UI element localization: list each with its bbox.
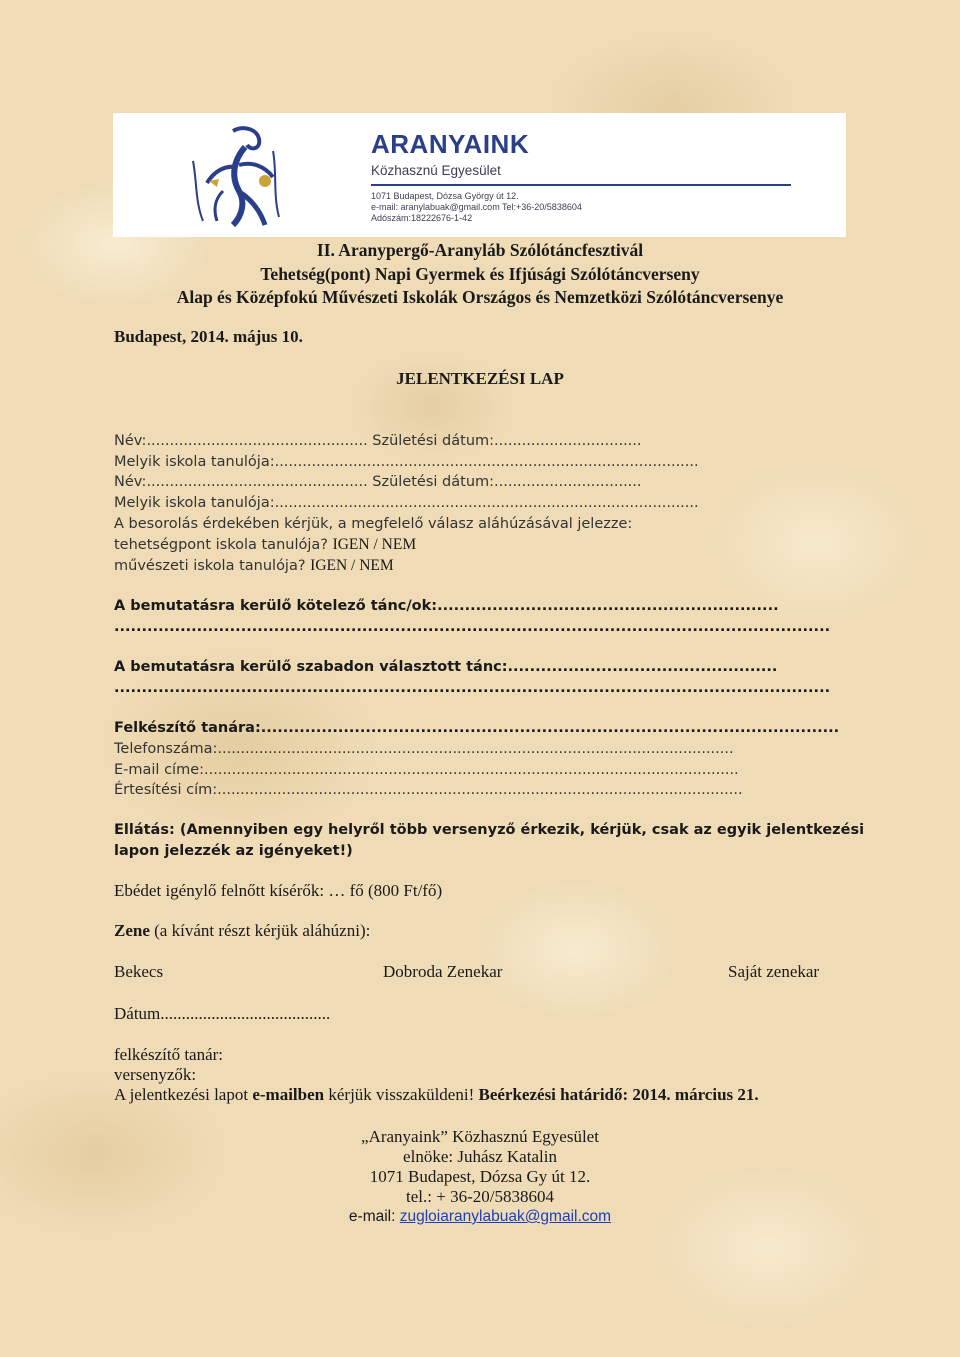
mandatory-dance-field[interactable]: A bemutatásra kerülő kötelező tánc/ok:.............................................................. [114,598,779,614]
header-logo-banner [113,113,846,237]
art-school-options[interactable]: IGEN / NEM [310,557,394,574]
org-contact: e-mail: aranylabuak@gmail.com Tel:+36-20/5838604 [371,202,582,212]
music-option-dobroda[interactable]: Dobroda Zenekar [383,962,503,981]
submission-note-part3: kérjük visszaküldeni! [324,1085,479,1104]
title-line-1: II. Aranypergő-Aranyláb Szólótáncfesztivál [316,240,644,260]
school-field-1[interactable]: Melyik iskola tanulója:............................................................................................ [114,454,699,470]
name-field-1[interactable]: Név:................................................ Születési dátum:................................ [114,433,642,449]
music-note: (a kívánt részt kérjük aláhúzni): [149,921,371,940]
notification-address-field[interactable]: Értesítési cím:.................................................................................................................. [114,782,743,798]
date-field[interactable]: Dátum........................................ [114,1004,331,1023]
music-label: Zene [114,921,150,940]
submission-note-email: e-mailben [252,1085,325,1104]
signature-chair: elnöke: Juhász Katalin [403,1147,557,1166]
signature-phone: tel.: + 36-20/5838604 [406,1187,554,1206]
music-heading [114,921,370,941]
teacher-signature-label: felkészítő tanár: [114,1045,224,1064]
signature-address: 1071 Budapest, Dózsa Gy út 12. [369,1167,591,1186]
form-title: JELENTKEZÉSI LAP [396,369,564,388]
dancer-figure-icon [173,121,303,231]
submission-note [114,1085,759,1105]
email-field[interactable]: E-mail címe:.................................................................................................................... [114,762,739,778]
music-option-own-band[interactable]: Saját zenekar [728,962,820,981]
title-line-3: Alap és Középfokú Művészeti Iskolák Országos és Nemzetközi Szólótáncversenye [176,287,784,307]
logo-divider [371,184,791,186]
free-dance-field[interactable]: A bemutatásra kerülő szabadon választott tánc:................................................. [114,659,778,675]
phone-field[interactable]: Telefonszáma:................................................................................................................ [114,741,734,757]
contestants-signature-label: versenyzők: [114,1065,197,1084]
classification-note: A besorolás érdekében kérjük, a megfelelő válasz aláhúzásával jelezze: [114,516,633,532]
submission-deadline: Beérkezési határidő: 2014. március 21. [478,1085,759,1104]
music-option-bekecs[interactable]: Bekecs [114,962,164,981]
signature-email-link[interactable]: zugloiaranylabuak@gmail.com [399,1208,612,1225]
talent-point-options[interactable]: IGEN / NEM [332,536,417,553]
location-date: Budapest, 2014. május 10. [114,327,303,346]
art-school-question [114,557,394,575]
lunch-request[interactable]: Ebédet igénylő felnőtt kísérők: … fő (800 Ft/fő) [114,881,443,900]
mandatory-dance-continuation[interactable]: .................................................................................................................................. [114,619,831,635]
art-school-label: művészeti iskola tanulója? [114,558,306,574]
title-line-2: Tehetség(pont) Napi Gyermek és Ifjúsági Szólótáncverseny [260,264,700,284]
org-address: 1071 Budapest, Dózsa György út 12. [371,191,519,201]
talent-point-label: tehetségpont iskola tanulója? [114,537,328,553]
free-dance-continuation[interactable]: .................................................................................................................................. [114,680,831,696]
catering-note-line-1: Ellátás: (Amennyiben egy helyről több versenyző érkezik, kérjük, csak az egyik jelentkezési [114,822,865,838]
signature-org: „Aranyaink” Közhasznú Egyesület [361,1127,599,1146]
teacher-field[interactable]: Felkészítő tanára:......................................................................................................... [114,720,840,736]
catering-note-line-2: lapon jelezzék az igényeket!) [114,843,353,859]
school-field-2[interactable]: Melyik iskola tanulója:............................................................................................ [114,495,699,511]
signature-email-label: e-mail: [348,1208,400,1225]
org-name: ARANYAINK [371,129,530,159]
org-tax-number: Adószám:18222676-1-42 [371,213,473,223]
org-subtitle: Közhasznú Egyesület [371,163,501,178]
name-field-2[interactable]: Név:................................................ Születési dátum:................................ [114,474,642,490]
talent-point-question [114,536,416,554]
submission-note-part1: A jelentkezési lapot [114,1085,253,1104]
signature-email-line [0,1208,960,1226]
